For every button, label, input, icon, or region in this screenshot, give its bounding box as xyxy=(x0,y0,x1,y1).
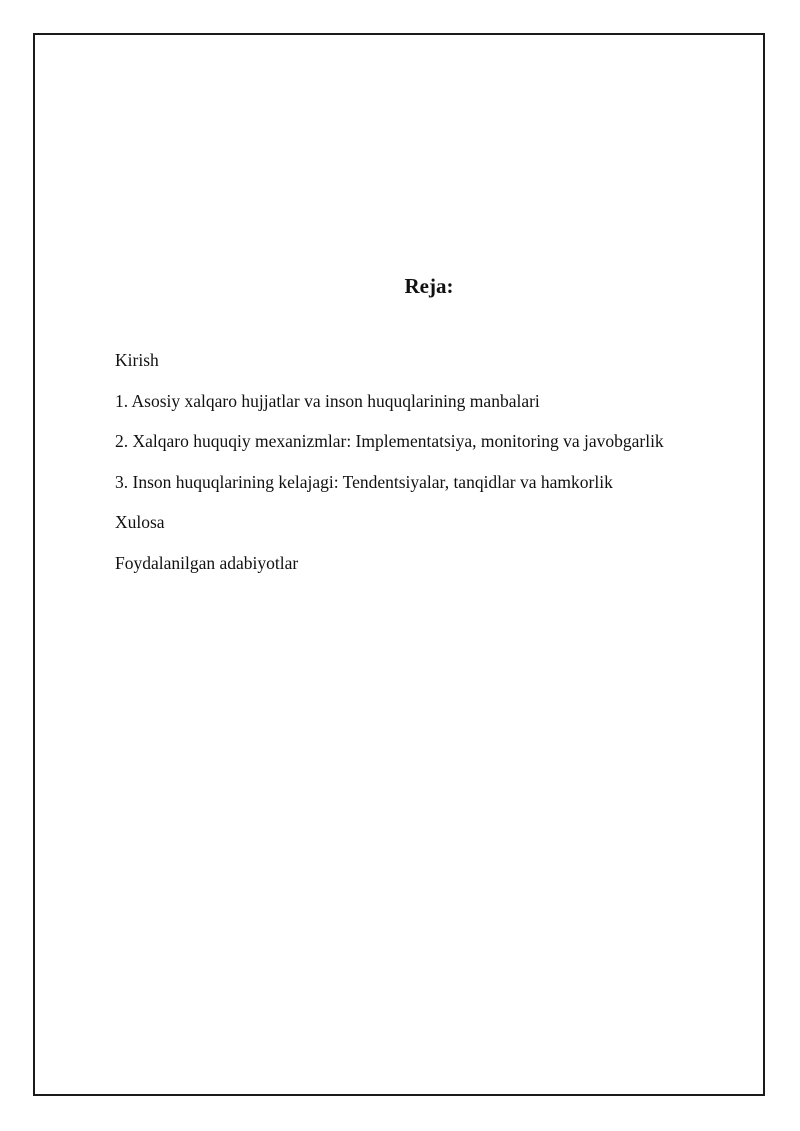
toc-item-references: Foydalanilgan adabiyotlar xyxy=(115,552,299,573)
toc-item-chapter-1: 1. Asosiy xalqaro hujjatlar va inson huquqlarining manbalari xyxy=(115,390,540,411)
page-title: Reja: xyxy=(404,274,454,298)
toc-item-chapter-3: 3. Inson huquqlarining kelajagi: Tendentsiyalar, tanqidlar va hamkorlik xyxy=(115,471,613,492)
table-of-contents xyxy=(115,349,664,592)
toc-item-conclusion: Xulosa xyxy=(115,512,165,532)
toc-item-chapter-2: 2. Xalqaro huquqiy mexanizmlar: Implementatsiya, monitoring va javobgarlik xyxy=(115,431,664,451)
toc-item-introduction: Kirish xyxy=(115,350,159,370)
